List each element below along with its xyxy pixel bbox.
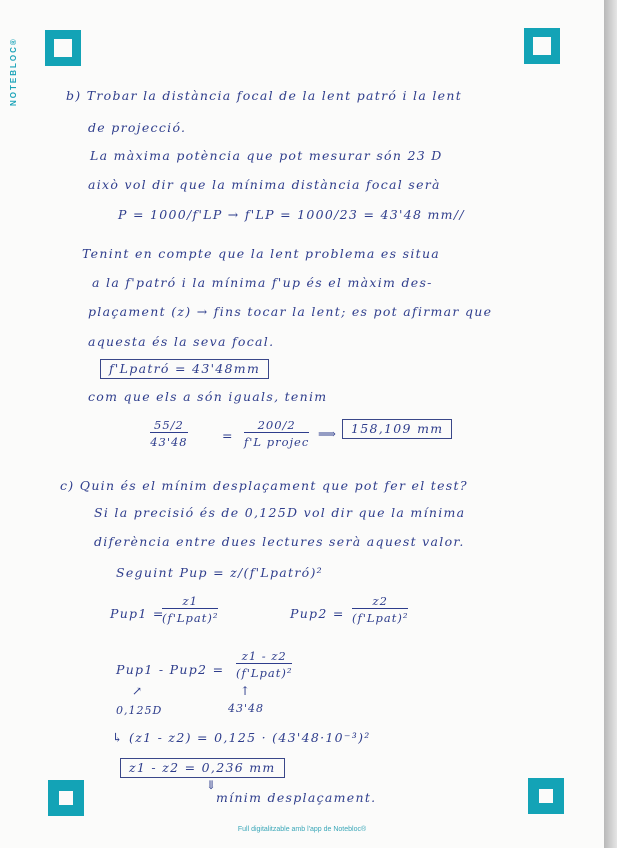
diff-fraction [236,649,292,680]
ratio-left [150,418,188,449]
boxed-result-projeccio: 158,109 mm [342,419,452,439]
diff-numerator: z1 - z2 [236,649,292,664]
corner-marker-bottom-left [48,780,84,816]
part-b-line3: La màxima potència que pot mesurar són 23 D [90,148,443,163]
up-arrow-right: ↑ [240,684,251,698]
part-b-equal-line: com que els a són iguals, tenim [88,389,328,404]
ratio-equals: = [222,428,234,443]
up-arrow-left: ↗ [132,684,143,698]
part-b-heading [66,88,462,103]
final-note: mínim desplaçament. [216,790,377,805]
diff-lhs: Pup1 - Pup2 = [116,662,225,677]
pup1-fraction [162,594,218,625]
footer-text: Full digitalitzable amb l'app de Notebloc® [237,826,367,833]
part-c-label: c) [60,478,75,493]
part-c-line2: Si la precisió és de 0,125D vol dir que la mínima [94,505,466,520]
corner-marker-top-left [45,30,81,66]
down-arrow: ⇓ [206,778,217,792]
part-c-line3: diferència entre dues lectures serà aquest valor. [94,534,465,549]
page-edge [604,0,617,848]
pup2-lhs: Pup2 = [290,606,345,621]
pup1-lhs: Pup1 = [110,606,165,621]
part-b-para4: aquesta és la seva focal. [88,334,275,349]
pup1-denominator: (f'Lpat)² [162,611,219,625]
ratio-left-denominator: 43'48 [150,435,188,449]
part-b-para2: a la f'patró i la mínima f'up és el màxim des- [92,275,433,290]
part-c-heading [60,478,468,493]
pup2-denominator: (f'Lpat)² [352,611,409,625]
boxed-result-patro: f'Lpatró = 43'48mm [100,359,269,379]
boxed-final-result: z1 - z2 = 0,236 mm [120,758,285,778]
pup1-numerator: z1 [162,594,218,609]
part-b-para1: Tenint en compte que la lent problema es situa [82,246,441,261]
implies-arrow: ⟹ [318,426,338,441]
note-precision: 0,125D [116,704,163,717]
part-b-label: b) [66,88,82,103]
diff-denominator: (f'Lpat)² [236,666,293,680]
corner-marker-bottom-right [528,778,564,814]
brand-logo: NOTEBLOC® [9,37,18,106]
part-b-line4: això vol dir que la mínima distància focal serà [88,177,441,192]
pup2-numerator: z2 [352,594,408,609]
ratio-right-numerator: 200/2 [244,418,309,433]
note-focal: 43'48 [228,702,265,715]
part-b-line1: Trobar la distància focal de la lent patró i la lent [86,88,463,103]
part-b-para3: plaçament (z) → fins tocar la lent; es pot afirmar que [88,304,493,319]
pup2-fraction [352,594,408,625]
part-c-seguint: Seguint Pup = z/(f'Lpatró)² [116,565,323,580]
part-c-line1: Quin és el mínim desplaçament que pot fer el test? [79,478,468,493]
part-b-formula: P = 1000/f'LP → f'LP = 1000/23 = 43'48 mm// [118,207,465,222]
ratio-right-denominator: f'L projec [244,435,310,449]
corner-marker-top-right [524,28,560,64]
part-b-line2: de projecció. [88,120,187,135]
ratio-right [244,418,309,449]
ratio-left-numerator: 55/2 [150,418,188,433]
calc-line: ↳ (z1 - z2) = 0,125 · (43'48·10⁻³)² [112,730,371,745]
